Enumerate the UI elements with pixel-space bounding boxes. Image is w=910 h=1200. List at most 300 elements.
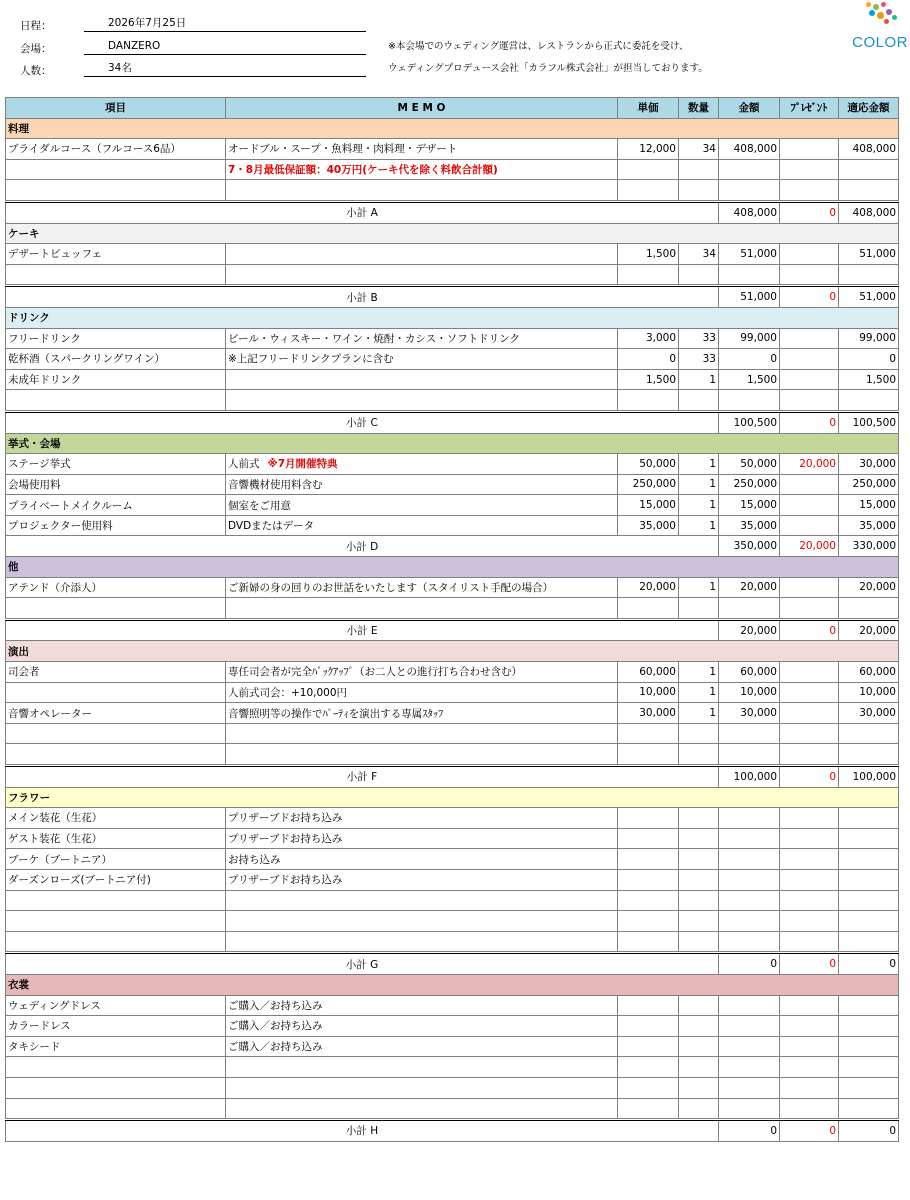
amount-cell bbox=[719, 1036, 780, 1057]
line-item-row bbox=[6, 515, 899, 536]
line-item-row bbox=[6, 1057, 899, 1078]
present-cell bbox=[780, 682, 839, 703]
amount-cell: 10,000 bbox=[719, 682, 780, 703]
amount-cell: 30,000 bbox=[719, 703, 780, 724]
unit-price-cell bbox=[618, 890, 679, 911]
amount-cell bbox=[719, 995, 780, 1016]
present-cell bbox=[780, 139, 839, 160]
item-cell: 会場使用料 bbox=[6, 474, 226, 495]
line-item-row bbox=[6, 264, 899, 285]
category-row bbox=[6, 557, 899, 578]
applied-amount-cell: 99,000 bbox=[839, 328, 899, 349]
date-value: 2026年7月25日 bbox=[84, 14, 366, 32]
date-label: 日程： bbox=[20, 20, 52, 32]
applied-amount-cell bbox=[839, 890, 899, 911]
subtotal-label: 小計 C bbox=[6, 412, 719, 433]
unit-price-cell bbox=[618, 264, 679, 285]
quantity-cell bbox=[679, 1077, 719, 1098]
unit-price-cell: 60,000 bbox=[618, 662, 679, 683]
note-line-1: ※本会場でのウェディング運営は、レストランから正式に委託を受け、 bbox=[388, 41, 689, 52]
subtotal-label: 小計 A bbox=[6, 202, 719, 223]
memo-text: 音響照明等の操作でﾊﾟｰﾃｨを演出する専属ｽﾀｯﾌ bbox=[228, 707, 444, 720]
subtotal-label: 小計 B bbox=[6, 287, 719, 308]
unit-price-cell: 1,500 bbox=[618, 369, 679, 390]
item-cell bbox=[6, 911, 226, 932]
present-cell bbox=[780, 931, 839, 952]
subtotal-label: 小計 D bbox=[6, 536, 719, 557]
memo-text: 音響機材使用料含む bbox=[228, 478, 323, 491]
amount-cell: 0 bbox=[719, 349, 780, 370]
present-cell bbox=[780, 180, 839, 201]
present-cell bbox=[780, 515, 839, 536]
category-title: 挙式・会場 bbox=[6, 433, 899, 454]
unit-price-cell: 15,000 bbox=[618, 495, 679, 516]
amount-cell bbox=[719, 159, 780, 180]
present-cell bbox=[780, 495, 839, 516]
memo-cell bbox=[226, 454, 618, 475]
item-cell bbox=[6, 264, 226, 285]
memo-cell bbox=[226, 744, 618, 765]
line-item-row bbox=[6, 1036, 899, 1057]
quantity-cell: 1 bbox=[679, 474, 719, 495]
col-amount: 金額 bbox=[719, 98, 780, 119]
line-item-row bbox=[6, 474, 899, 495]
present-cell bbox=[780, 890, 839, 911]
logo-text: COLOR bbox=[852, 34, 908, 51]
quantity-cell bbox=[679, 1036, 719, 1057]
amount-cell bbox=[719, 828, 780, 849]
applied-amount-cell: 0 bbox=[839, 349, 899, 370]
quantity-cell bbox=[679, 723, 719, 744]
memo-cell bbox=[226, 1016, 618, 1037]
applied-amount-cell bbox=[839, 911, 899, 932]
subtotal-applied: 0 bbox=[839, 1121, 899, 1142]
item-cell: 未成年ドリンク bbox=[6, 369, 226, 390]
unit-price-cell: 35,000 bbox=[618, 515, 679, 536]
item-cell: タキシード bbox=[6, 1036, 226, 1057]
amount-cell bbox=[719, 1016, 780, 1037]
col-item: 項目 bbox=[6, 98, 226, 119]
subtotal-applied: 51,000 bbox=[839, 287, 899, 308]
quantity-cell bbox=[679, 598, 719, 619]
line-item-row bbox=[6, 662, 899, 683]
unit-price-cell: 3,000 bbox=[618, 328, 679, 349]
present-cell bbox=[780, 703, 839, 724]
subtotal-applied: 0 bbox=[839, 954, 899, 975]
memo-text: ご購入／お持ち込み bbox=[228, 1041, 323, 1054]
category-row bbox=[6, 641, 899, 662]
amount-cell bbox=[719, 911, 780, 932]
subtotal-present: 20,000 bbox=[780, 536, 839, 557]
subtotal-applied: 100,000 bbox=[839, 767, 899, 788]
unit-price-cell bbox=[618, 1016, 679, 1037]
quantity-cell bbox=[679, 1098, 719, 1119]
applied-amount-cell bbox=[839, 808, 899, 829]
amount-cell: 50,000 bbox=[719, 454, 780, 475]
quantity-cell: 1 bbox=[679, 662, 719, 683]
quantity-cell bbox=[679, 159, 719, 180]
amount-cell bbox=[719, 723, 780, 744]
present-cell bbox=[780, 828, 839, 849]
category-title: ケーキ bbox=[6, 223, 899, 244]
category-title: 料理 bbox=[6, 118, 899, 139]
quantity-cell bbox=[679, 1057, 719, 1078]
amount-cell: 15,000 bbox=[719, 495, 780, 516]
applied-amount-cell bbox=[839, 159, 899, 180]
memo-cell bbox=[226, 515, 618, 536]
venue-label: 会場： bbox=[20, 43, 52, 55]
applied-amount-cell: 1,500 bbox=[839, 369, 899, 390]
subtotal-row bbox=[6, 767, 899, 788]
applied-amount-cell bbox=[839, 264, 899, 285]
line-item-row bbox=[6, 180, 899, 201]
amount-cell bbox=[719, 390, 780, 411]
applied-amount-cell bbox=[839, 869, 899, 890]
memo-cell bbox=[226, 1057, 618, 1078]
amount-cell bbox=[719, 598, 780, 619]
line-item-row bbox=[6, 723, 899, 744]
applied-amount-cell: 30,000 bbox=[839, 703, 899, 724]
subtotal-amount: 0 bbox=[719, 954, 780, 975]
memo-text: ご購入／お持ち込み bbox=[228, 1020, 323, 1033]
line-item-row bbox=[6, 349, 899, 370]
line-item-row bbox=[6, 995, 899, 1016]
subtotal-present: 0 bbox=[780, 202, 839, 223]
subtotal-label: 小計 H bbox=[6, 1121, 719, 1142]
memo-cell bbox=[226, 723, 618, 744]
line-item-row bbox=[6, 390, 899, 411]
quantity-cell bbox=[679, 390, 719, 411]
category-title: 衣裳 bbox=[6, 974, 899, 995]
item-cell: ダーズンローズ(ブートニア付) bbox=[6, 869, 226, 890]
applied-amount-cell bbox=[839, 598, 899, 619]
item-cell: アテンド（介添人） bbox=[6, 577, 226, 598]
memo-cell bbox=[226, 1036, 618, 1057]
subtotal-present: 0 bbox=[780, 287, 839, 308]
present-cell bbox=[780, 995, 839, 1016]
subtotal-row bbox=[6, 202, 899, 223]
quantity-cell bbox=[679, 931, 719, 952]
memo-cell bbox=[226, 390, 618, 411]
memo-text: 個室をご用意 bbox=[228, 499, 291, 512]
line-item-row bbox=[6, 369, 899, 390]
line-item-row bbox=[6, 869, 899, 890]
applied-amount-cell bbox=[839, 1077, 899, 1098]
memo-cell bbox=[226, 890, 618, 911]
company-logo bbox=[848, 0, 908, 54]
unit-price-cell: 30,000 bbox=[618, 703, 679, 724]
category-row bbox=[6, 787, 899, 808]
line-item-row bbox=[6, 1016, 899, 1037]
present-cell bbox=[780, 911, 839, 932]
quantity-cell: 1 bbox=[679, 369, 719, 390]
present-cell bbox=[780, 577, 839, 598]
memo-cell bbox=[226, 264, 618, 285]
amount-cell: 1,500 bbox=[719, 369, 780, 390]
category-row bbox=[6, 307, 899, 328]
present-cell bbox=[780, 598, 839, 619]
present-cell bbox=[780, 159, 839, 180]
line-item-row bbox=[6, 828, 899, 849]
subtotal-present: 0 bbox=[780, 1121, 839, 1142]
quantity-cell bbox=[679, 744, 719, 765]
subtotal-row bbox=[6, 954, 899, 975]
quantity-cell: 34 bbox=[679, 139, 719, 160]
memo-cell bbox=[226, 931, 618, 952]
present-cell bbox=[780, 662, 839, 683]
present-cell bbox=[780, 869, 839, 890]
amount-cell bbox=[719, 849, 780, 870]
line-item-row bbox=[6, 849, 899, 870]
quantity-cell bbox=[679, 264, 719, 285]
unit-price-cell: 10,000 bbox=[618, 682, 679, 703]
applied-amount-cell bbox=[839, 931, 899, 952]
amount-cell bbox=[719, 869, 780, 890]
quantity-cell: 1 bbox=[679, 682, 719, 703]
unit-price-cell bbox=[618, 828, 679, 849]
subtotal-label: 小計 G bbox=[6, 954, 719, 975]
unit-price-cell bbox=[618, 849, 679, 870]
unit-price-cell bbox=[618, 180, 679, 201]
quantity-cell bbox=[679, 995, 719, 1016]
subtotal-present: 0 bbox=[780, 767, 839, 788]
line-item-row bbox=[6, 808, 899, 829]
quantity-cell: 1 bbox=[679, 495, 719, 516]
quantity-cell: 1 bbox=[679, 577, 719, 598]
memo-cell bbox=[226, 474, 618, 495]
applied-amount-cell bbox=[839, 995, 899, 1016]
subtotal-present: 0 bbox=[780, 620, 839, 641]
present-cell bbox=[780, 390, 839, 411]
item-cell bbox=[6, 390, 226, 411]
subtotal-row bbox=[6, 620, 899, 641]
category-title: 演出 bbox=[6, 641, 899, 662]
amount-cell: 51,000 bbox=[719, 244, 780, 265]
memo-cell bbox=[226, 244, 618, 265]
applied-amount-cell: 51,000 bbox=[839, 244, 899, 265]
guests-label: 人数： bbox=[20, 65, 52, 77]
amount-cell: 60,000 bbox=[719, 662, 780, 683]
unit-price-cell bbox=[618, 995, 679, 1016]
quantity-cell bbox=[679, 869, 719, 890]
unit-price-cell: 50,000 bbox=[618, 454, 679, 475]
applied-amount-cell bbox=[839, 723, 899, 744]
item-cell bbox=[6, 931, 226, 952]
present-cell bbox=[780, 744, 839, 765]
line-item-row bbox=[6, 328, 899, 349]
item-cell: メイン装花（生花） bbox=[6, 808, 226, 829]
subtotal-amount: 51,000 bbox=[719, 287, 780, 308]
amount-cell: 99,000 bbox=[719, 328, 780, 349]
memo-cell bbox=[226, 808, 618, 829]
quantity-cell bbox=[679, 911, 719, 932]
unit-price-cell bbox=[618, 598, 679, 619]
subtotal-amount: 350,000 bbox=[719, 536, 780, 557]
memo-cell bbox=[226, 869, 618, 890]
applied-amount-cell bbox=[839, 1016, 899, 1037]
applied-amount-cell bbox=[839, 180, 899, 201]
amount-cell: 250,000 bbox=[719, 474, 780, 495]
memo-text: ※上記フリードリンクプランに含む bbox=[228, 353, 394, 366]
subtotal-row bbox=[6, 536, 899, 557]
applied-amount-cell: 60,000 bbox=[839, 662, 899, 683]
item-cell bbox=[6, 890, 226, 911]
estimate-table bbox=[5, 97, 899, 1142]
item-cell bbox=[6, 1057, 226, 1078]
note-line-2: ウェディングプロデュース会社「カラフル株式会社」が担当しております。 bbox=[388, 63, 708, 74]
item-cell: フリードリンク bbox=[6, 328, 226, 349]
present-cell bbox=[780, 1077, 839, 1098]
category-row bbox=[6, 974, 899, 995]
line-item-row bbox=[6, 682, 899, 703]
present-cell bbox=[780, 849, 839, 870]
subtotal-present: 0 bbox=[780, 954, 839, 975]
present-cell bbox=[780, 1036, 839, 1057]
quantity-cell: 1 bbox=[679, 703, 719, 724]
quantity-cell bbox=[679, 828, 719, 849]
line-item-row bbox=[6, 931, 899, 952]
unit-price-cell bbox=[618, 723, 679, 744]
present-cell bbox=[780, 328, 839, 349]
amount-cell: 20,000 bbox=[719, 577, 780, 598]
subtotal-applied: 408,000 bbox=[839, 202, 899, 223]
applied-amount-cell: 20,000 bbox=[839, 577, 899, 598]
quantity-cell bbox=[679, 180, 719, 201]
amount-cell: 408,000 bbox=[719, 139, 780, 160]
item-cell bbox=[6, 1098, 226, 1119]
unit-price-cell bbox=[618, 390, 679, 411]
unit-price-cell bbox=[618, 1036, 679, 1057]
amount-cell bbox=[719, 931, 780, 952]
applied-amount-cell bbox=[839, 744, 899, 765]
memo-cell bbox=[226, 1098, 618, 1119]
line-item-row bbox=[6, 495, 899, 516]
item-cell: ブライダルコース（フルコース6品） bbox=[6, 139, 226, 160]
memo-text: オードブル・スープ・魚料理・肉料理・デザート bbox=[228, 143, 458, 156]
item-cell: デザートビュッフェ bbox=[6, 244, 226, 265]
memo-text: ご新婦の身の回りのお世話をいたします（スタイリスト手配の場合） bbox=[228, 581, 554, 594]
quantity-cell bbox=[679, 1016, 719, 1037]
col-unit-price: 単価 bbox=[618, 98, 679, 119]
quantity-cell bbox=[679, 808, 719, 829]
applied-amount-cell: 15,000 bbox=[839, 495, 899, 516]
present-cell bbox=[780, 723, 839, 744]
unit-price-cell: 0 bbox=[618, 349, 679, 370]
item-cell: プライベートメイクルーム bbox=[6, 495, 226, 516]
memo-cell bbox=[226, 349, 618, 370]
item-cell bbox=[6, 744, 226, 765]
category-title: 他 bbox=[6, 557, 899, 578]
col-memo: M E M O bbox=[226, 98, 618, 119]
memo-cell bbox=[226, 828, 618, 849]
amount-cell bbox=[719, 180, 780, 201]
memo-cell bbox=[226, 159, 618, 180]
memo-cell bbox=[226, 495, 618, 516]
amount-cell bbox=[719, 808, 780, 829]
memo-text: 人前式司会：+10,000円 bbox=[228, 686, 348, 699]
unit-price-cell: 12,000 bbox=[618, 139, 679, 160]
unit-price-cell bbox=[618, 1057, 679, 1078]
applied-amount-cell: 35,000 bbox=[839, 515, 899, 536]
amount-cell bbox=[719, 1057, 780, 1078]
amount-cell bbox=[719, 890, 780, 911]
item-cell bbox=[6, 598, 226, 619]
line-item-row bbox=[6, 139, 899, 160]
subtotal-amount: 20,000 bbox=[719, 620, 780, 641]
memo-cell bbox=[226, 849, 618, 870]
applied-amount-cell bbox=[839, 1057, 899, 1078]
line-item-row bbox=[6, 911, 899, 932]
item-cell bbox=[6, 159, 226, 180]
category-title: ドリンク bbox=[6, 307, 899, 328]
item-cell: プロジェクター使用料 bbox=[6, 515, 226, 536]
quantity-cell bbox=[679, 849, 719, 870]
memo-cell bbox=[226, 1077, 618, 1098]
subtotal-amount: 100,500 bbox=[719, 412, 780, 433]
item-cell bbox=[6, 1077, 226, 1098]
venue-value: DANZERO bbox=[84, 37, 366, 55]
memo-cell bbox=[226, 703, 618, 724]
line-item-row bbox=[6, 890, 899, 911]
amount-cell bbox=[719, 744, 780, 765]
applied-amount-cell bbox=[839, 849, 899, 870]
subtotal-applied: 20,000 bbox=[839, 620, 899, 641]
subtotal-amount: 408,000 bbox=[719, 202, 780, 223]
unit-price-cell bbox=[618, 931, 679, 952]
memo-highlight: 7・8月最低保証額：40万円(ケーキ代を除く料飲合計額) bbox=[228, 164, 498, 177]
unit-price-cell bbox=[618, 869, 679, 890]
memo-cell bbox=[226, 598, 618, 619]
subtotal-applied: 330,000 bbox=[839, 536, 899, 557]
memo-text: DVDまたはデータ bbox=[228, 520, 315, 533]
item-cell: ウェディングドレス bbox=[6, 995, 226, 1016]
amount-cell bbox=[719, 1098, 780, 1119]
quantity-cell: 34 bbox=[679, 244, 719, 265]
unit-price-cell bbox=[618, 1077, 679, 1098]
subtotal-row bbox=[6, 412, 899, 433]
subtotal-label: 小計 E bbox=[6, 620, 719, 641]
subtotal-applied: 100,500 bbox=[839, 412, 899, 433]
memo-text: ビール・ウィスキー・ワイン・焼酎・カシス・ソフトドリンク bbox=[228, 332, 520, 345]
memo-text: プリザーブドお持ち込み bbox=[228, 874, 343, 887]
unit-price-cell: 250,000 bbox=[618, 474, 679, 495]
subtotal-label: 小計 F bbox=[6, 767, 719, 788]
quantity-cell: 1 bbox=[679, 454, 719, 475]
subtotal-amount: 0 bbox=[719, 1121, 780, 1142]
present-cell bbox=[780, 244, 839, 265]
unit-price-cell bbox=[618, 808, 679, 829]
category-row bbox=[6, 118, 899, 139]
line-item-row bbox=[6, 159, 899, 180]
quantity-cell bbox=[679, 890, 719, 911]
amount-cell: 35,000 bbox=[719, 515, 780, 536]
subtotal-row bbox=[6, 1121, 899, 1142]
applied-amount-cell: 30,000 bbox=[839, 454, 899, 475]
line-item-row bbox=[6, 1077, 899, 1098]
item-cell: 音響オペレーター bbox=[6, 703, 226, 724]
present-cell bbox=[780, 808, 839, 829]
memo-cell bbox=[226, 682, 618, 703]
applied-amount-cell bbox=[839, 390, 899, 411]
memo-cell bbox=[226, 577, 618, 598]
category-title: フラワー bbox=[6, 787, 899, 808]
amount-cell bbox=[719, 1077, 780, 1098]
subtotal-present: 0 bbox=[780, 412, 839, 433]
line-item-row bbox=[6, 244, 899, 265]
category-row bbox=[6, 433, 899, 454]
applied-amount-cell: 250,000 bbox=[839, 474, 899, 495]
estimate-body bbox=[6, 118, 899, 1141]
